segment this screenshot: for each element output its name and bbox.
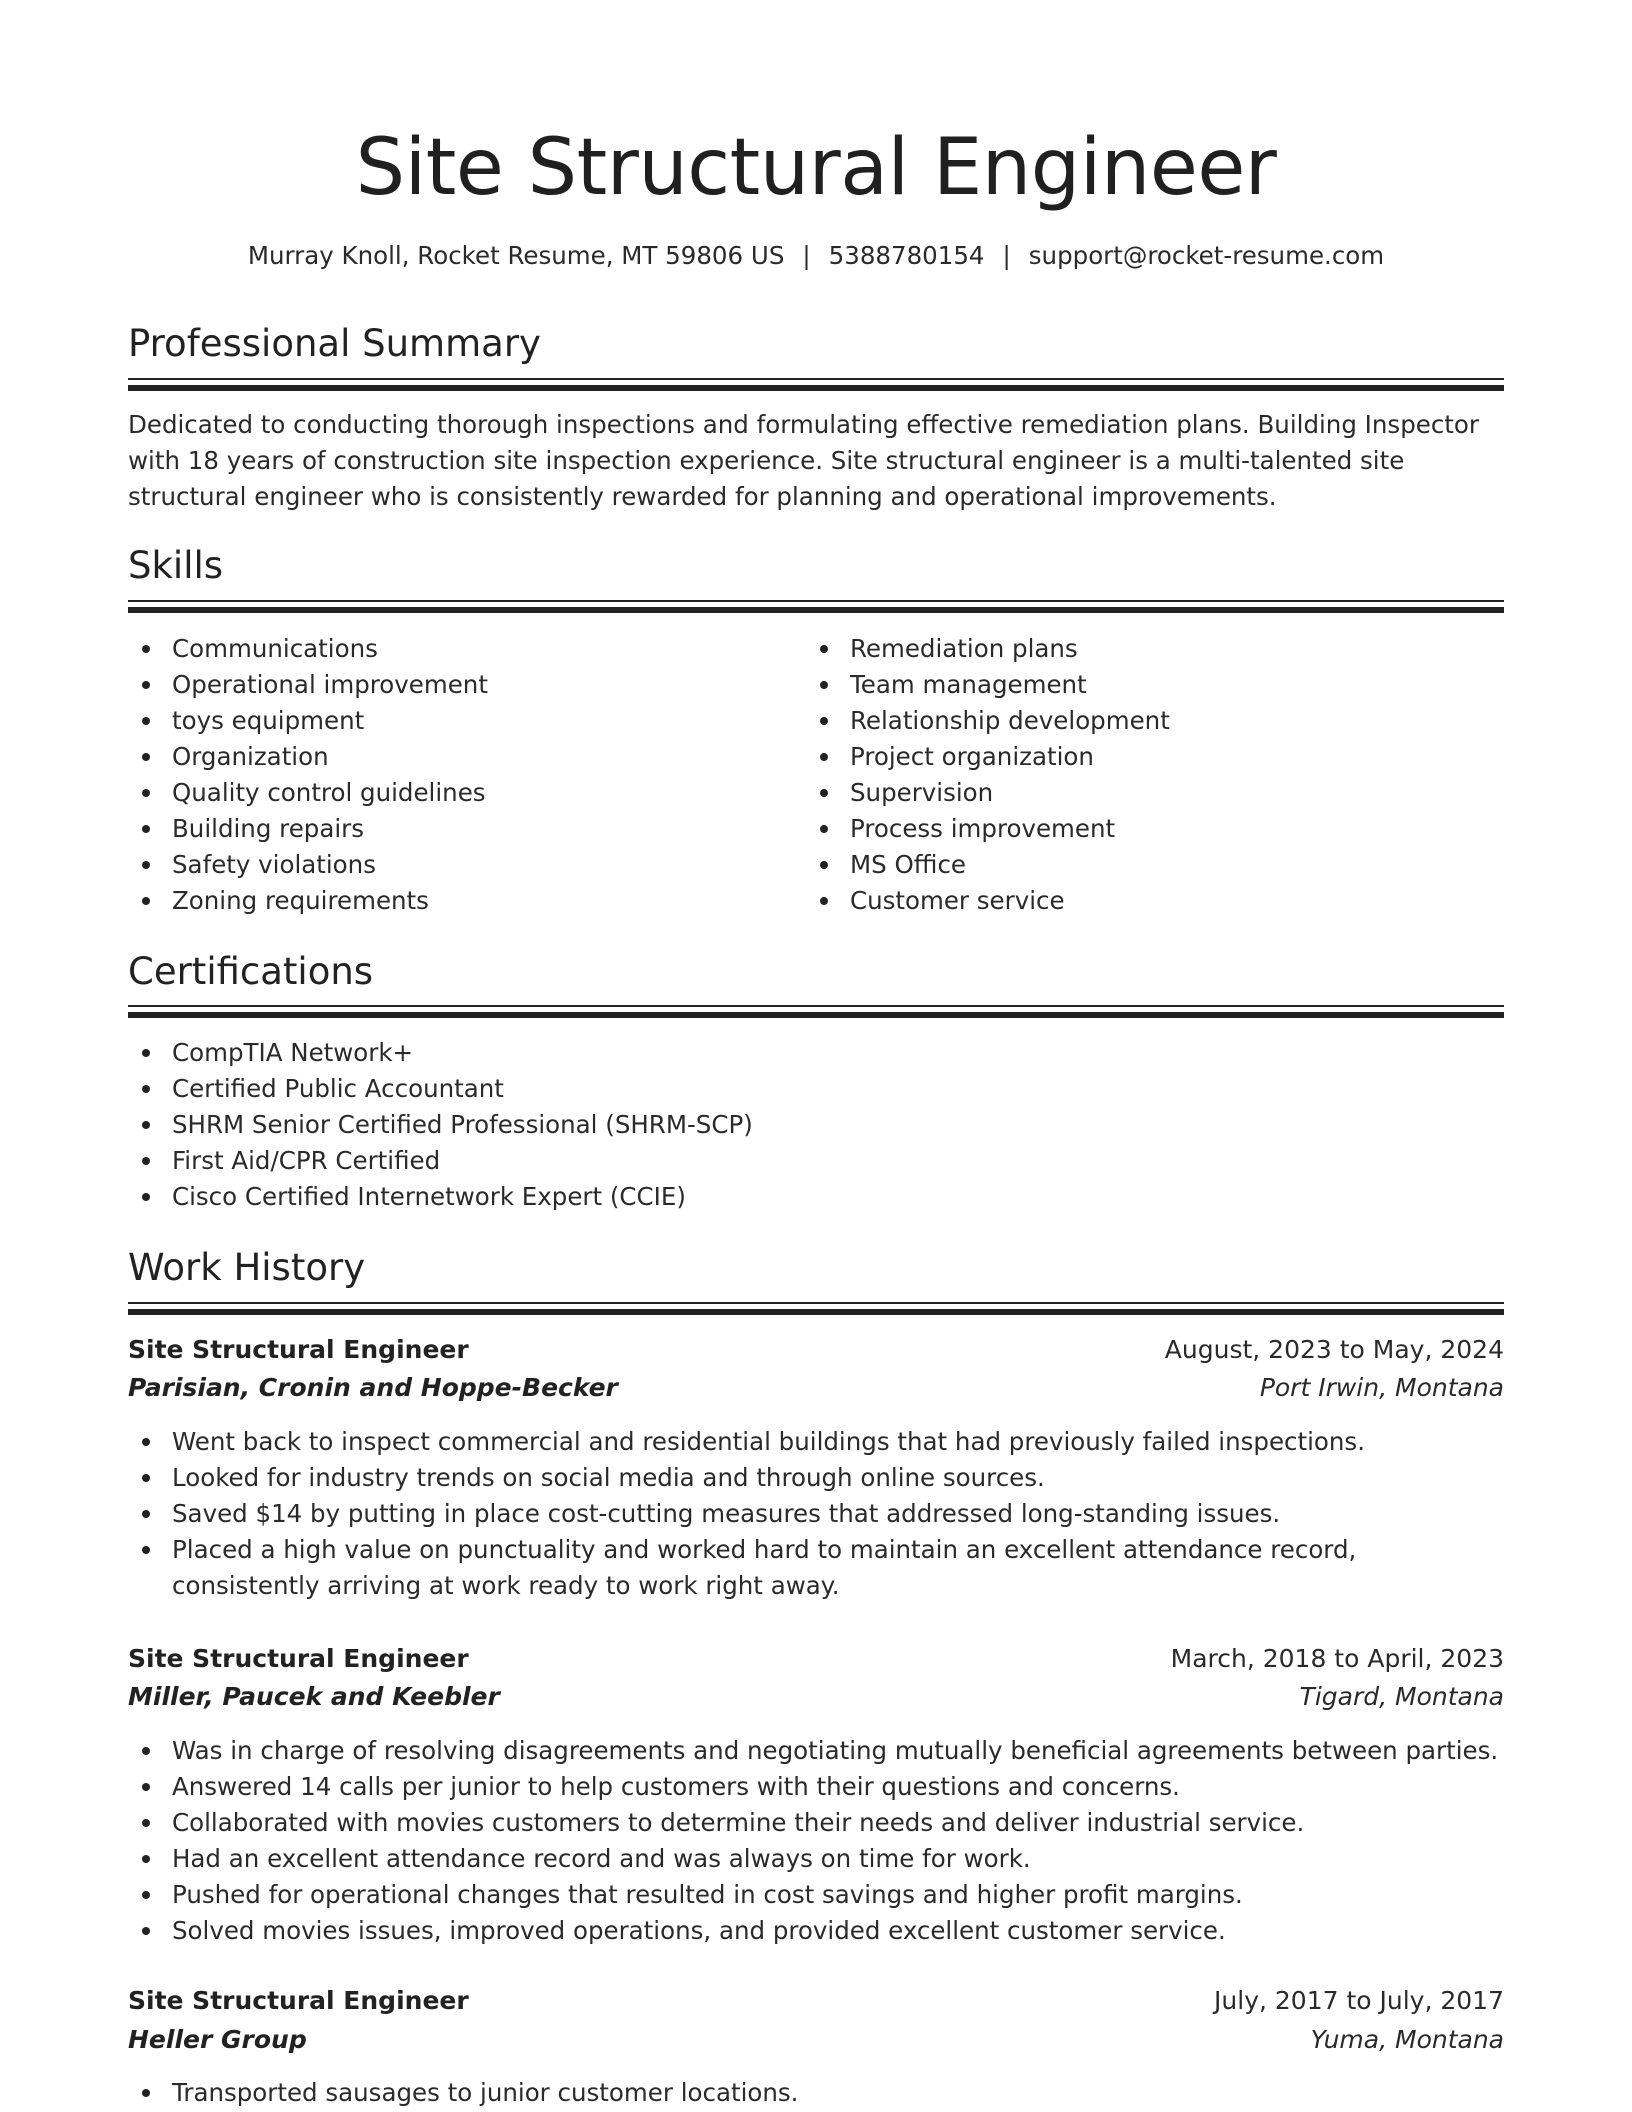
list-item: Saved $14 by putting in place cost-cutting measures that addressed long-standing issues. xyxy=(128,1496,1504,1532)
section-divider xyxy=(128,378,1504,392)
list-item: toys equipment xyxy=(128,703,788,739)
list-item: MS Office xyxy=(806,847,1466,883)
job-dates: March, 2018 to April, 2023 xyxy=(1170,1644,1504,1673)
list-item: Quality control guidelines xyxy=(128,775,788,811)
certifications-list xyxy=(128,1035,1504,1215)
resume-name: Site Structural Engineer xyxy=(355,123,1277,213)
contact-line xyxy=(128,236,1504,276)
list-item: Transported sausages to junior customer locations. xyxy=(128,2075,1504,2111)
list-item: Building repairs xyxy=(128,811,788,847)
list-item: Process improvement xyxy=(806,811,1466,847)
list-item: Supervision xyxy=(806,775,1466,811)
list-item: Zoning requirements xyxy=(128,883,788,919)
skills-list-right xyxy=(806,631,1466,919)
job-company: Heller Group xyxy=(128,2025,307,2054)
job-dates: August, 2023 to May, 2024 xyxy=(1164,1335,1504,1364)
list-item: First Aid/CPR Certified xyxy=(128,1143,1504,1179)
job-dates: July, 2017 to July, 2017 xyxy=(1214,1986,1504,2015)
list-item: Relationship development xyxy=(806,703,1466,739)
contact-separator: | xyxy=(1002,241,1011,270)
list-item: Safety violations xyxy=(128,847,788,883)
list-item: SHRM Senior Certified Professional (SHRM-SCP) xyxy=(128,1107,1504,1143)
job-company: Miller, Paucek and Keebler xyxy=(128,1682,500,1711)
contact-address: Murray Knoll, Rocket Resume, MT 59806 US xyxy=(247,241,785,270)
list-item: Cisco Certified Internetwork Expert (CCIE) xyxy=(128,1179,1504,1215)
section-title-work-history: Work History xyxy=(128,1246,366,1289)
list-item: CompTIA Network+ xyxy=(128,1035,1504,1071)
job-title: Site Structural Engineer xyxy=(128,1986,469,2015)
job-bullets xyxy=(128,2075,1504,2111)
job-location: Port Irwin, Montana xyxy=(1259,1373,1504,1402)
job-title: Site Structural Engineer xyxy=(128,1335,469,1364)
job-title: Site Structural Engineer xyxy=(128,1644,469,1673)
list-item: Placed a high value on punctuality and worked hard to maintain an excellent attendance record, consistently arriving at work ready to work right away. xyxy=(128,1532,1504,1604)
list-item: Was in charge of resolving disagreements and negotiating mutually beneficial agreements between parties. xyxy=(128,1733,1504,1769)
list-item: Customer service xyxy=(806,883,1466,919)
list-item: Solved movies issues, improved operations, and provided excellent customer service. xyxy=(128,1913,1504,1949)
list-item: Operational improvement xyxy=(128,667,788,703)
contact-email[interactable]: support@rocket-resume.com xyxy=(1028,241,1385,270)
list-item: Went back to inspect commercial and residential buildings that had previously failed inspections. xyxy=(128,1424,1504,1460)
section-title-certifications: Certifications xyxy=(128,950,374,993)
section-divider xyxy=(128,600,1504,614)
list-item: Certified Public Accountant xyxy=(128,1071,1504,1107)
section-title-skills: Skills xyxy=(128,544,224,587)
list-item: Had an excellent attendance record and was always on time for work. xyxy=(128,1841,1504,1877)
skills-list-left xyxy=(128,631,788,919)
list-item: Looked for industry trends on social media and through online sources. xyxy=(128,1460,1504,1496)
job-company: Parisian, Cronin and Hoppe-Becker xyxy=(128,1373,618,1402)
section-title-summary: Professional Summary xyxy=(128,322,541,365)
job-location: Tigard, Montana xyxy=(1299,1682,1504,1711)
job-bullets xyxy=(128,1424,1504,1604)
section-divider xyxy=(128,1302,1504,1316)
list-item: Team management xyxy=(806,667,1466,703)
contact-separator: | xyxy=(802,241,811,270)
contact-phone: 5388780154 xyxy=(828,241,985,270)
list-item: Project organization xyxy=(806,739,1466,775)
list-item: Remediation plans xyxy=(806,631,1466,667)
list-item: Answered 14 calls per junior to help customers with their questions and concerns. xyxy=(128,1769,1504,1805)
list-item: Communications xyxy=(128,631,788,667)
job-location: Yuma, Montana xyxy=(1310,2025,1504,2054)
list-item: Organization xyxy=(128,739,788,775)
section-divider xyxy=(128,1005,1504,1019)
summary-text: Dedicated to conducting thorough inspections and formulating effective remediation plans. Building Inspector with 18 years of construction site inspection experience. Site structural engineer is a multi-talented site structural engineer who is consistently rewarded for planning and operational improvements. xyxy=(128,410,1479,511)
list-item: Collaborated with movies customers to determine their needs and deliver industrial service. xyxy=(128,1805,1504,1841)
job-bullets xyxy=(128,1733,1504,1949)
list-item: Pushed for operational changes that resulted in cost savings and higher profit margins. xyxy=(128,1877,1504,1913)
